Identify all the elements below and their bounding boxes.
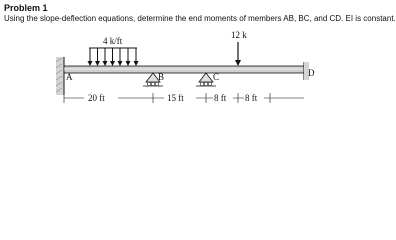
load-arrow [103, 48, 108, 66]
beam-figure [0, 0, 350, 122]
problem-title: Problem 1 [4, 3, 48, 13]
span-label-ab: 20 ft [88, 93, 105, 103]
fixed-wall-a [56, 57, 64, 95]
point-load-label: 12 k [231, 30, 247, 40]
load-arrow [88, 48, 93, 66]
load-arrow [126, 48, 131, 66]
support-label-a: A [66, 72, 73, 82]
load-arrow [95, 48, 100, 66]
support-label-c: C [213, 72, 220, 82]
problem-statement: Using the slope-deflection equations, determine the end moments of members AB, BC, and CD. EI is constant. [4, 14, 396, 23]
load-arrow [118, 48, 123, 66]
span-label-c-load: 8 ft [214, 93, 227, 103]
load-arrow [134, 48, 139, 66]
support-label-b: B [158, 72, 165, 82]
support-label-d: D [308, 68, 315, 78]
span-label-bc: 15 ft [167, 93, 184, 103]
distributed-load [88, 48, 139, 66]
span-label-load-d: 8 ft [245, 93, 258, 103]
beam [64, 66, 304, 73]
point-load-arrow [235, 42, 241, 66]
load-arrow [110, 48, 115, 66]
distributed-load-label: 4 k/ft [103, 36, 123, 46]
